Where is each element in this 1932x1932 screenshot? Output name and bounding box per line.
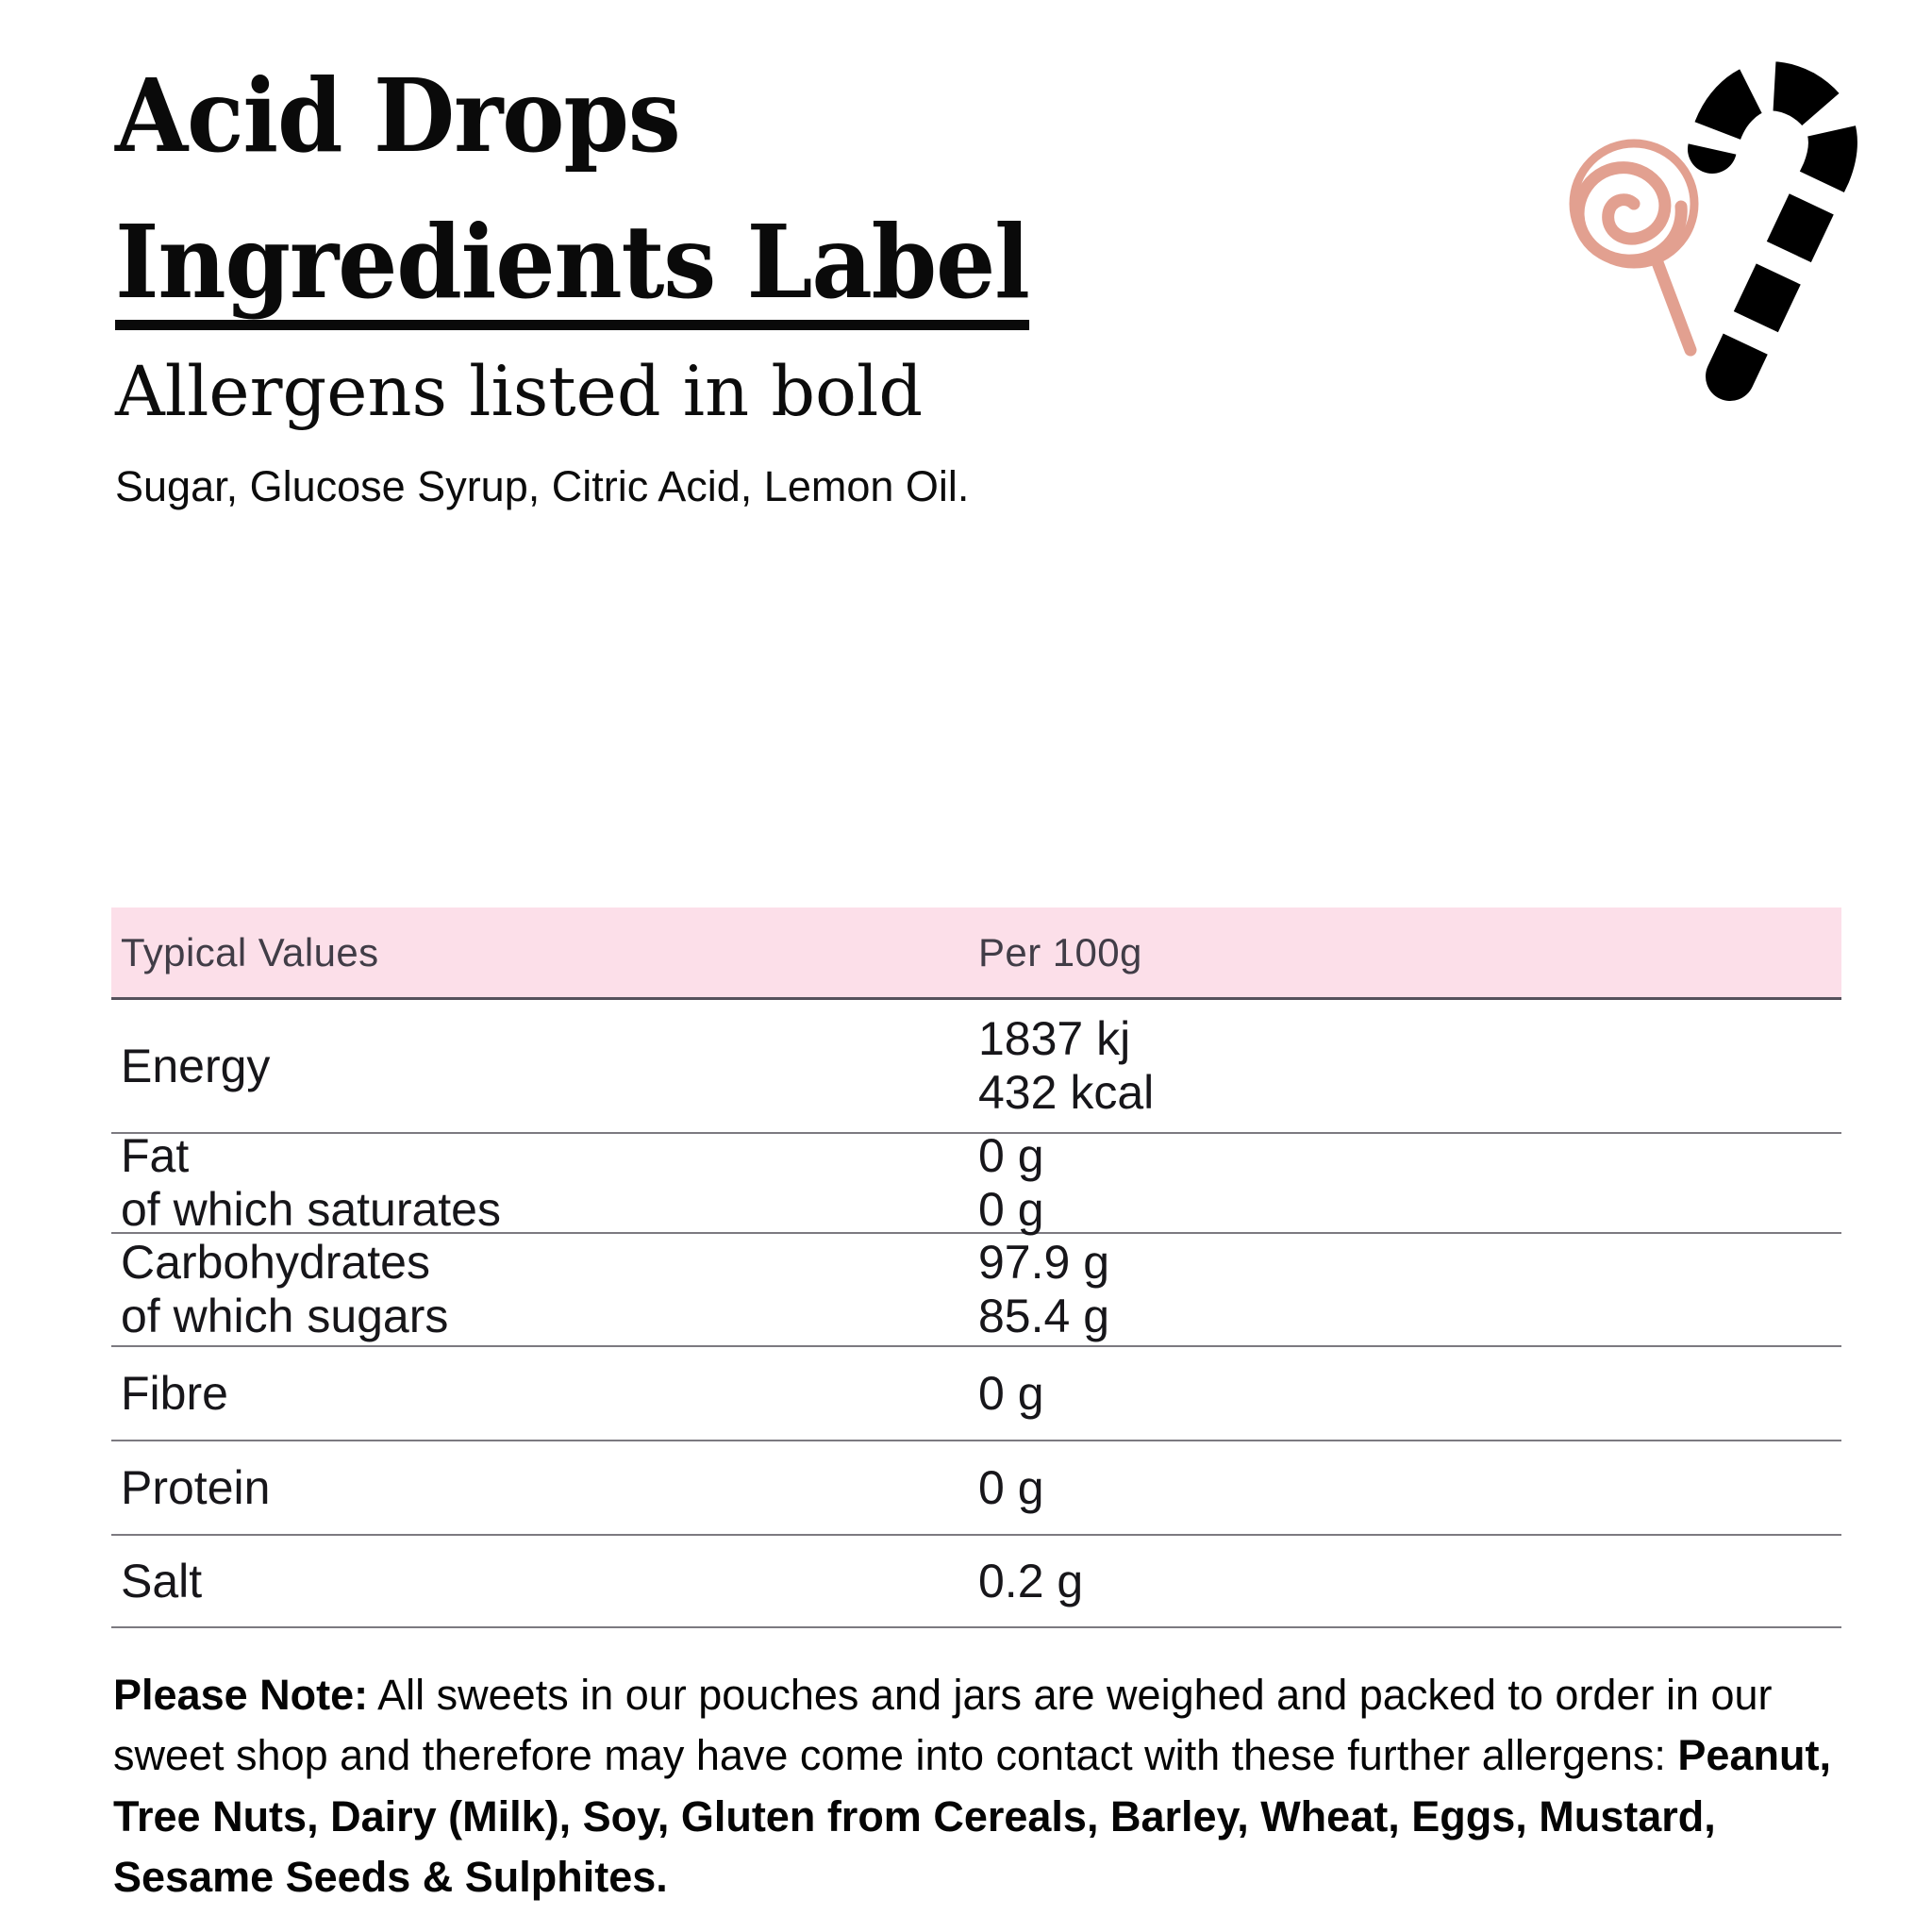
allergen-note: [113, 1665, 1858, 1907]
title-underlined-text: Ingredients Label: [115, 212, 1029, 330]
nutrition-table: [111, 908, 1841, 1628]
row-value: 0 g: [978, 1460, 1044, 1514]
row-label: Fat of which saturates: [121, 1129, 501, 1236]
title-line-2: [115, 190, 1029, 336]
table-header-row: [111, 908, 1841, 1000]
note-body-text: All sweets in our pouches and jars are weighed and packed to order in our sweet shop and therefore may have come into contact with these further allergens:: [113, 1671, 1773, 1780]
table-row: [111, 1347, 1841, 1441]
title-line-1: Acid Drops: [115, 58, 680, 175]
table-body: [111, 1000, 1841, 1628]
lollipop-icon: [1574, 143, 1694, 350]
table-header-typical-values: Typical Values: [121, 929, 379, 974]
table-row: [111, 1441, 1841, 1536]
row-label: Energy: [121, 1039, 271, 1092]
ingredients-list: Sugar, Glucose Syrup, Citric Acid, Lemon Oil.: [115, 462, 970, 510]
table-header-per-100g: Per 100g: [978, 929, 1142, 974]
row-value: 1837 kj 432 kcal: [978, 1012, 1155, 1119]
note-bold-prefix: Please Note:: [113, 1671, 369, 1719]
row-value: 0.2 g: [978, 1554, 1084, 1607]
table-row: [111, 1129, 1841, 1236]
row-value: 0 g: [978, 1366, 1044, 1420]
candy-cane-icon: [1712, 86, 1833, 376]
row-value: 97.9 g 85.4 g: [978, 1236, 1110, 1342]
candy-illustration: [1547, 52, 1906, 420]
row-value: 0 g 0 g: [978, 1129, 1044, 1236]
page-title: [115, 43, 1029, 336]
table-row: [111, 1000, 1841, 1134]
row-label: Carbohydrates of which sugars: [121, 1236, 449, 1342]
note-bold-allergens: Peanut, Tree Nuts, Dairy (Milk), Soy, Gluten from Cereals, Barley, Wheat, Eggs, Mustard, Sesame Seeds & Sulphites.: [113, 1731, 1831, 1902]
table-row: [111, 1234, 1841, 1347]
row-label: Protein: [121, 1460, 271, 1514]
subtitle-allergens: Allergens listed in bold: [115, 352, 924, 432]
row-label: Fibre: [121, 1366, 228, 1420]
row-label: Salt: [121, 1554, 203, 1607]
table-row: [111, 1536, 1841, 1628]
